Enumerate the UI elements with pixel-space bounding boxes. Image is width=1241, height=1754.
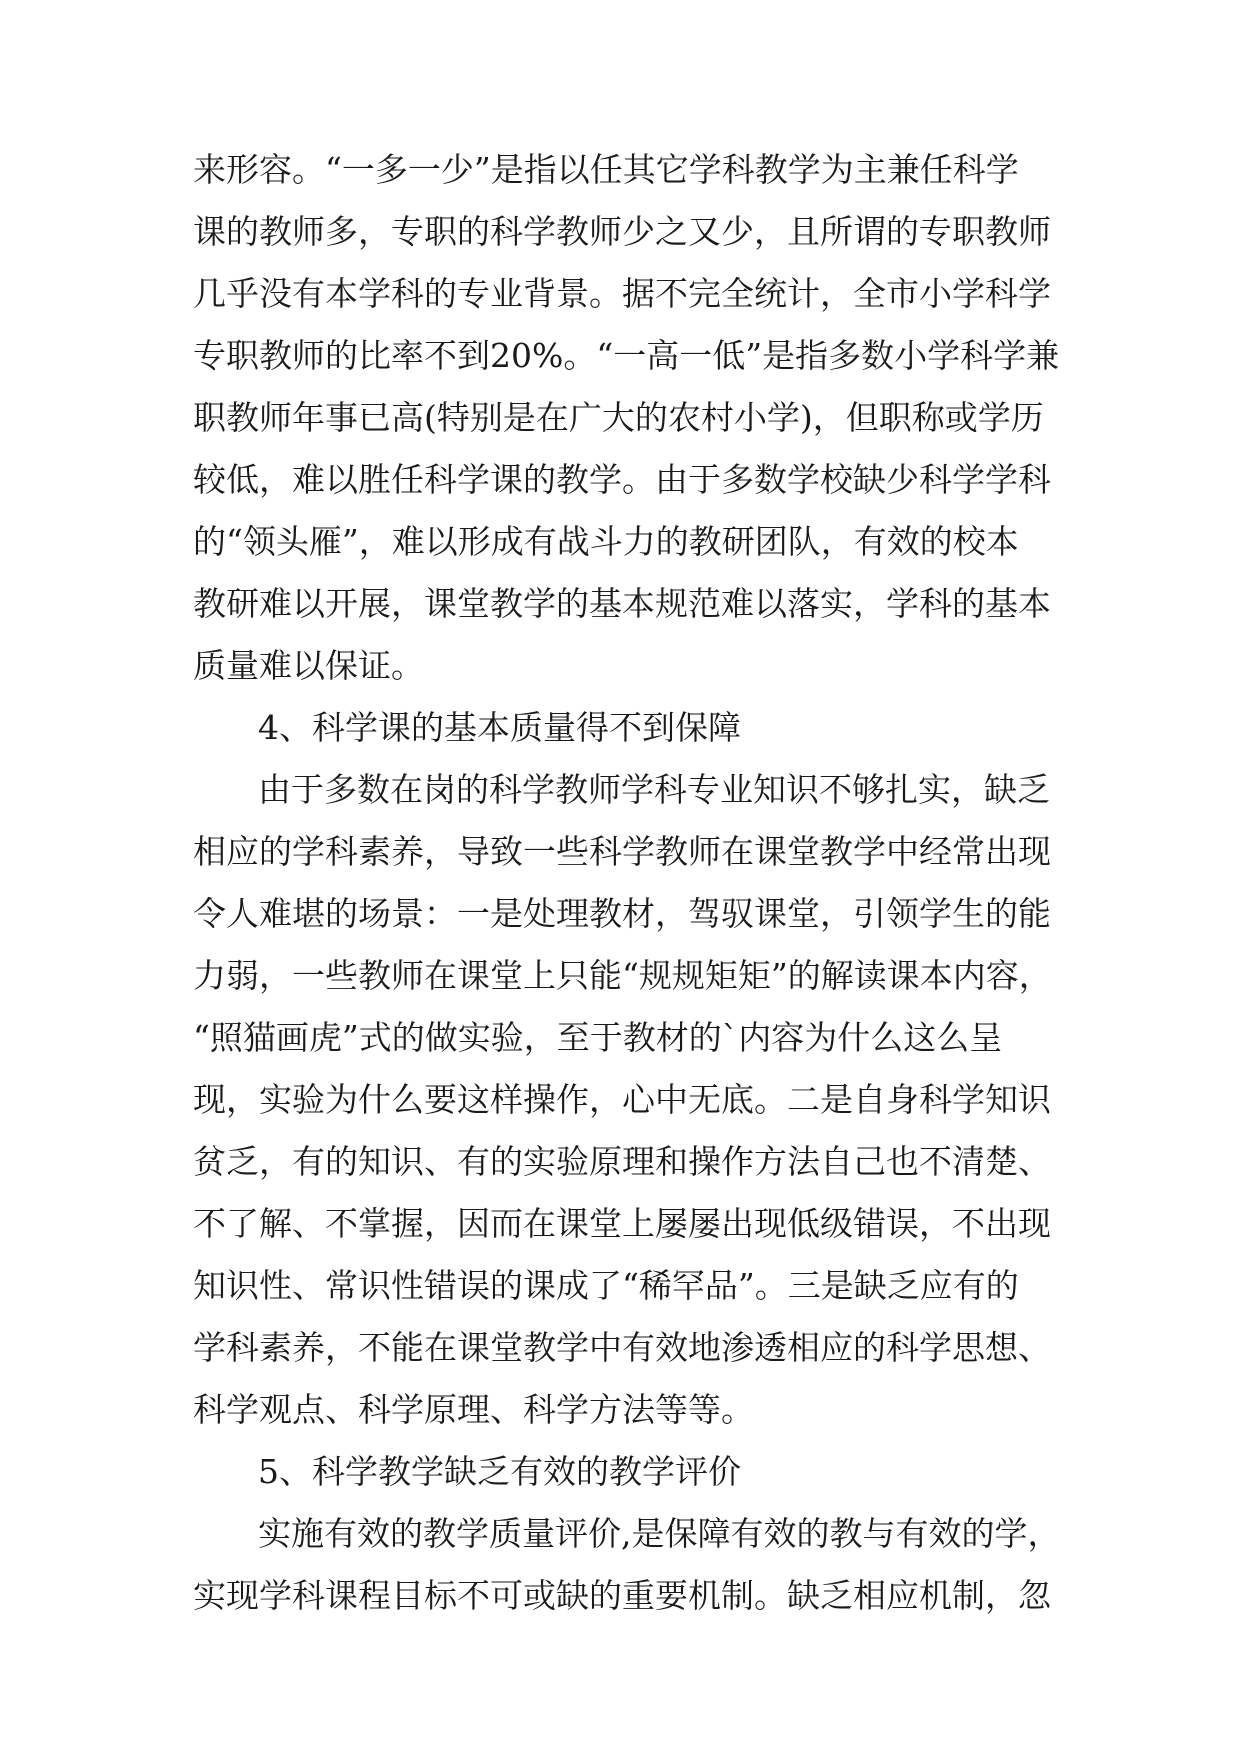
section-heading-5: 5、科学教学缺乏有效的教学评价 bbox=[258, 1452, 741, 1491]
text-line: 学科素养，不能在课堂教学中有效地渗透相应的科学思想、 bbox=[193, 1328, 1051, 1367]
text-line: 课的教师多，专职的科学教师少之又少，且所谓的专职教师 bbox=[193, 212, 1051, 251]
text-line: 质量难以保证。 bbox=[193, 646, 424, 685]
text-line: 较低，难以胜任科学课的教学。由于多数学校缺少科学学科 bbox=[193, 460, 1051, 499]
text-line: 科学观点、科学原理、科学方法等等。 bbox=[193, 1390, 754, 1429]
text-line: 力弱，一些教师在课堂上只能“规规矩矩”的解读课本内容， bbox=[193, 956, 1052, 995]
section-heading-4: 4、科学课的基本质量得不到保障 bbox=[258, 708, 741, 747]
text-line: 现，实验为什么要这样操作，心中无底。二是自身科学知识 bbox=[193, 1080, 1051, 1119]
text-line: 令人难堪的场景：一是处理教材，驾驭课堂，引领学生的能 bbox=[193, 894, 1051, 933]
text-line: 的“领头雁”，难以形成有战斗力的教研团队，有效的校本 bbox=[193, 522, 1019, 561]
text-line: 实施有效的教学质量评价,是保障有效的教与有效的学， bbox=[258, 1514, 1061, 1553]
text-line: 贫乏，有的知识、有的实验原理和操作方法自己也不清楚、 bbox=[193, 1142, 1051, 1181]
text-line: 由于多数在岗的科学教师学科专业知识不够扎实，缺乏 bbox=[258, 770, 1050, 809]
text-line: 职教师年事已高(特别是在广大的农村小学)，但职称或学历 bbox=[193, 398, 1044, 437]
text-line: 教研难以开展，课堂教学的基本规范难以落实，学科的基本 bbox=[193, 584, 1051, 623]
text-line: 来形容。“一多一少”是指以任其它学科教学为主兼任科学 bbox=[193, 150, 1019, 189]
text-line: “照猫画虎”式的做实验，至于教材的`内容为什么这么呈 bbox=[193, 1018, 1003, 1057]
text-line: 知识性、常识性错误的课成了“稀罕品”。三是缺乏应有的 bbox=[193, 1266, 1019, 1305]
text-line: 相应的学科素养，导致一些科学教师在课堂教学中经常出现 bbox=[193, 832, 1051, 871]
text-line: 实现学科课程目标不可或缺的重要机制。缺乏相应机制，忽 bbox=[193, 1576, 1051, 1615]
text-line: 几乎没有本学科的专业背景。据不完全统计，全市小学科学 bbox=[193, 274, 1051, 313]
text-line: 不了解、不掌握，因而在课堂上屡屡出现低级错误，不出现 bbox=[193, 1204, 1051, 1243]
text-line: 专职教师的比率不到20%。“一高一低”是指多数小学科学兼 bbox=[193, 336, 1060, 375]
